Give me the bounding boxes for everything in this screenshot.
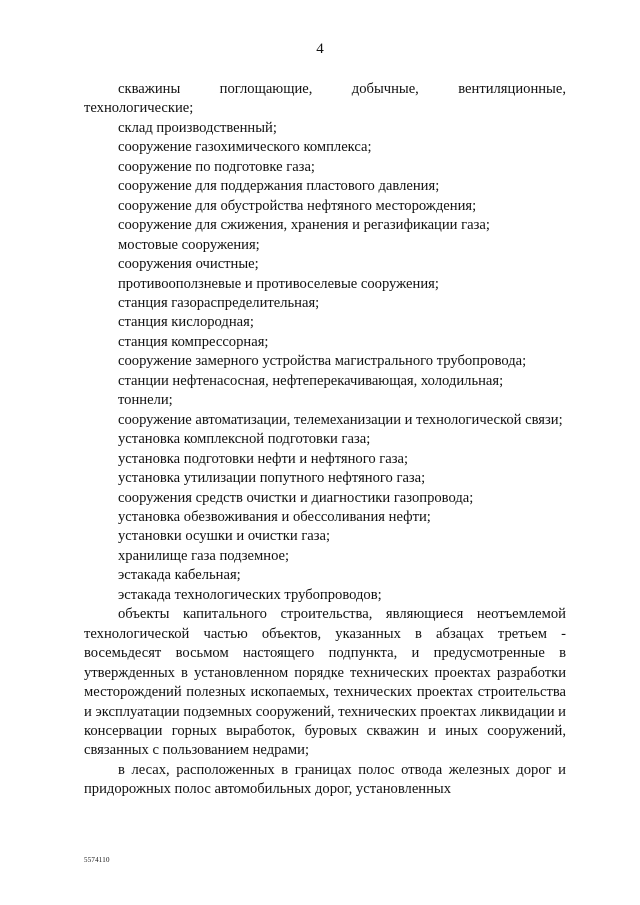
paragraph: установки осушки и очистки газа; bbox=[118, 528, 331, 545]
paragraph: скважины поглощающие, добычные, вентиляционные, технологические; bbox=[84, 81, 566, 117]
page-number: 4 bbox=[316, 41, 324, 57]
paragraph: установка обезвоживания и обессоливания нефти; bbox=[118, 508, 431, 525]
paragraph: склад производственный; bbox=[118, 119, 277, 136]
document-body bbox=[84, 80, 566, 800]
paragraph: установка утилизации попутного нефтяного газа; bbox=[118, 470, 426, 487]
paragraph: установка комплексной подготовки газа; bbox=[118, 431, 371, 448]
paragraph: сооружение замерного устройства магистрального трубопровода; bbox=[118, 353, 527, 370]
paragraph: станции нефтенасосная, нефтеперекачивающая, холодильная; bbox=[118, 372, 504, 389]
document-code: 5574110 bbox=[84, 856, 110, 864]
paragraph: противооползневые и противоселевые сооружения; bbox=[118, 275, 439, 292]
paragraph: сооружение по подготовке газа; bbox=[118, 158, 315, 175]
paragraph: эстакада кабельная; bbox=[118, 567, 241, 584]
paragraph: сооружение для обустройства нефтяного месторождения; bbox=[118, 197, 477, 214]
paragraph: эстакада технологических трубопроводов; bbox=[118, 586, 382, 603]
paragraph: станция компрессорная; bbox=[118, 333, 269, 350]
paragraph: объекты капитального строительства, являющиеся неотъемлемой технологической частью объектов, указанных в абзацах третьем - восемьдесят восьмом настоящего подпункта, и предусмотренные в утвержденных в установленном порядке технических проектах разработки месторождений полезных ископаемых, технических проектах строительства и эксплуатации подземных сооружений, технических проектах ликвидации и консервации горных выработок, буровых скважин и иных сооружений, связанных с пользованием недрами; bbox=[84, 606, 566, 759]
paragraph: тоннели; bbox=[118, 392, 173, 409]
paragraph: сооружения средств очистки и диагностики газопровода; bbox=[118, 489, 474, 506]
paragraph: хранилище газа подземное; bbox=[118, 547, 290, 564]
paragraph: станция кислородная; bbox=[118, 314, 254, 331]
paragraph: сооружение для сжижения, хранения и регазификации газа; bbox=[118, 217, 490, 234]
paragraph: сооружение газохимического комплекса; bbox=[118, 139, 372, 156]
paragraph: сооружения очистные; bbox=[118, 256, 259, 273]
paragraph: станция газораспределительная; bbox=[118, 294, 320, 311]
paragraph: сооружение для поддержания пластового давления; bbox=[118, 178, 440, 195]
paragraph: сооружение автоматизации, телемеханизации и технологической связи; bbox=[118, 411, 563, 428]
paragraph: установка подготовки нефти и нефтяного газа; bbox=[118, 450, 409, 467]
paragraph: мостовые сооружения; bbox=[118, 236, 260, 253]
paragraph: в лесах, расположенных в границах полос отвода железных дорог и придорожных полос автомобильных дорог, установленных bbox=[84, 761, 566, 798]
